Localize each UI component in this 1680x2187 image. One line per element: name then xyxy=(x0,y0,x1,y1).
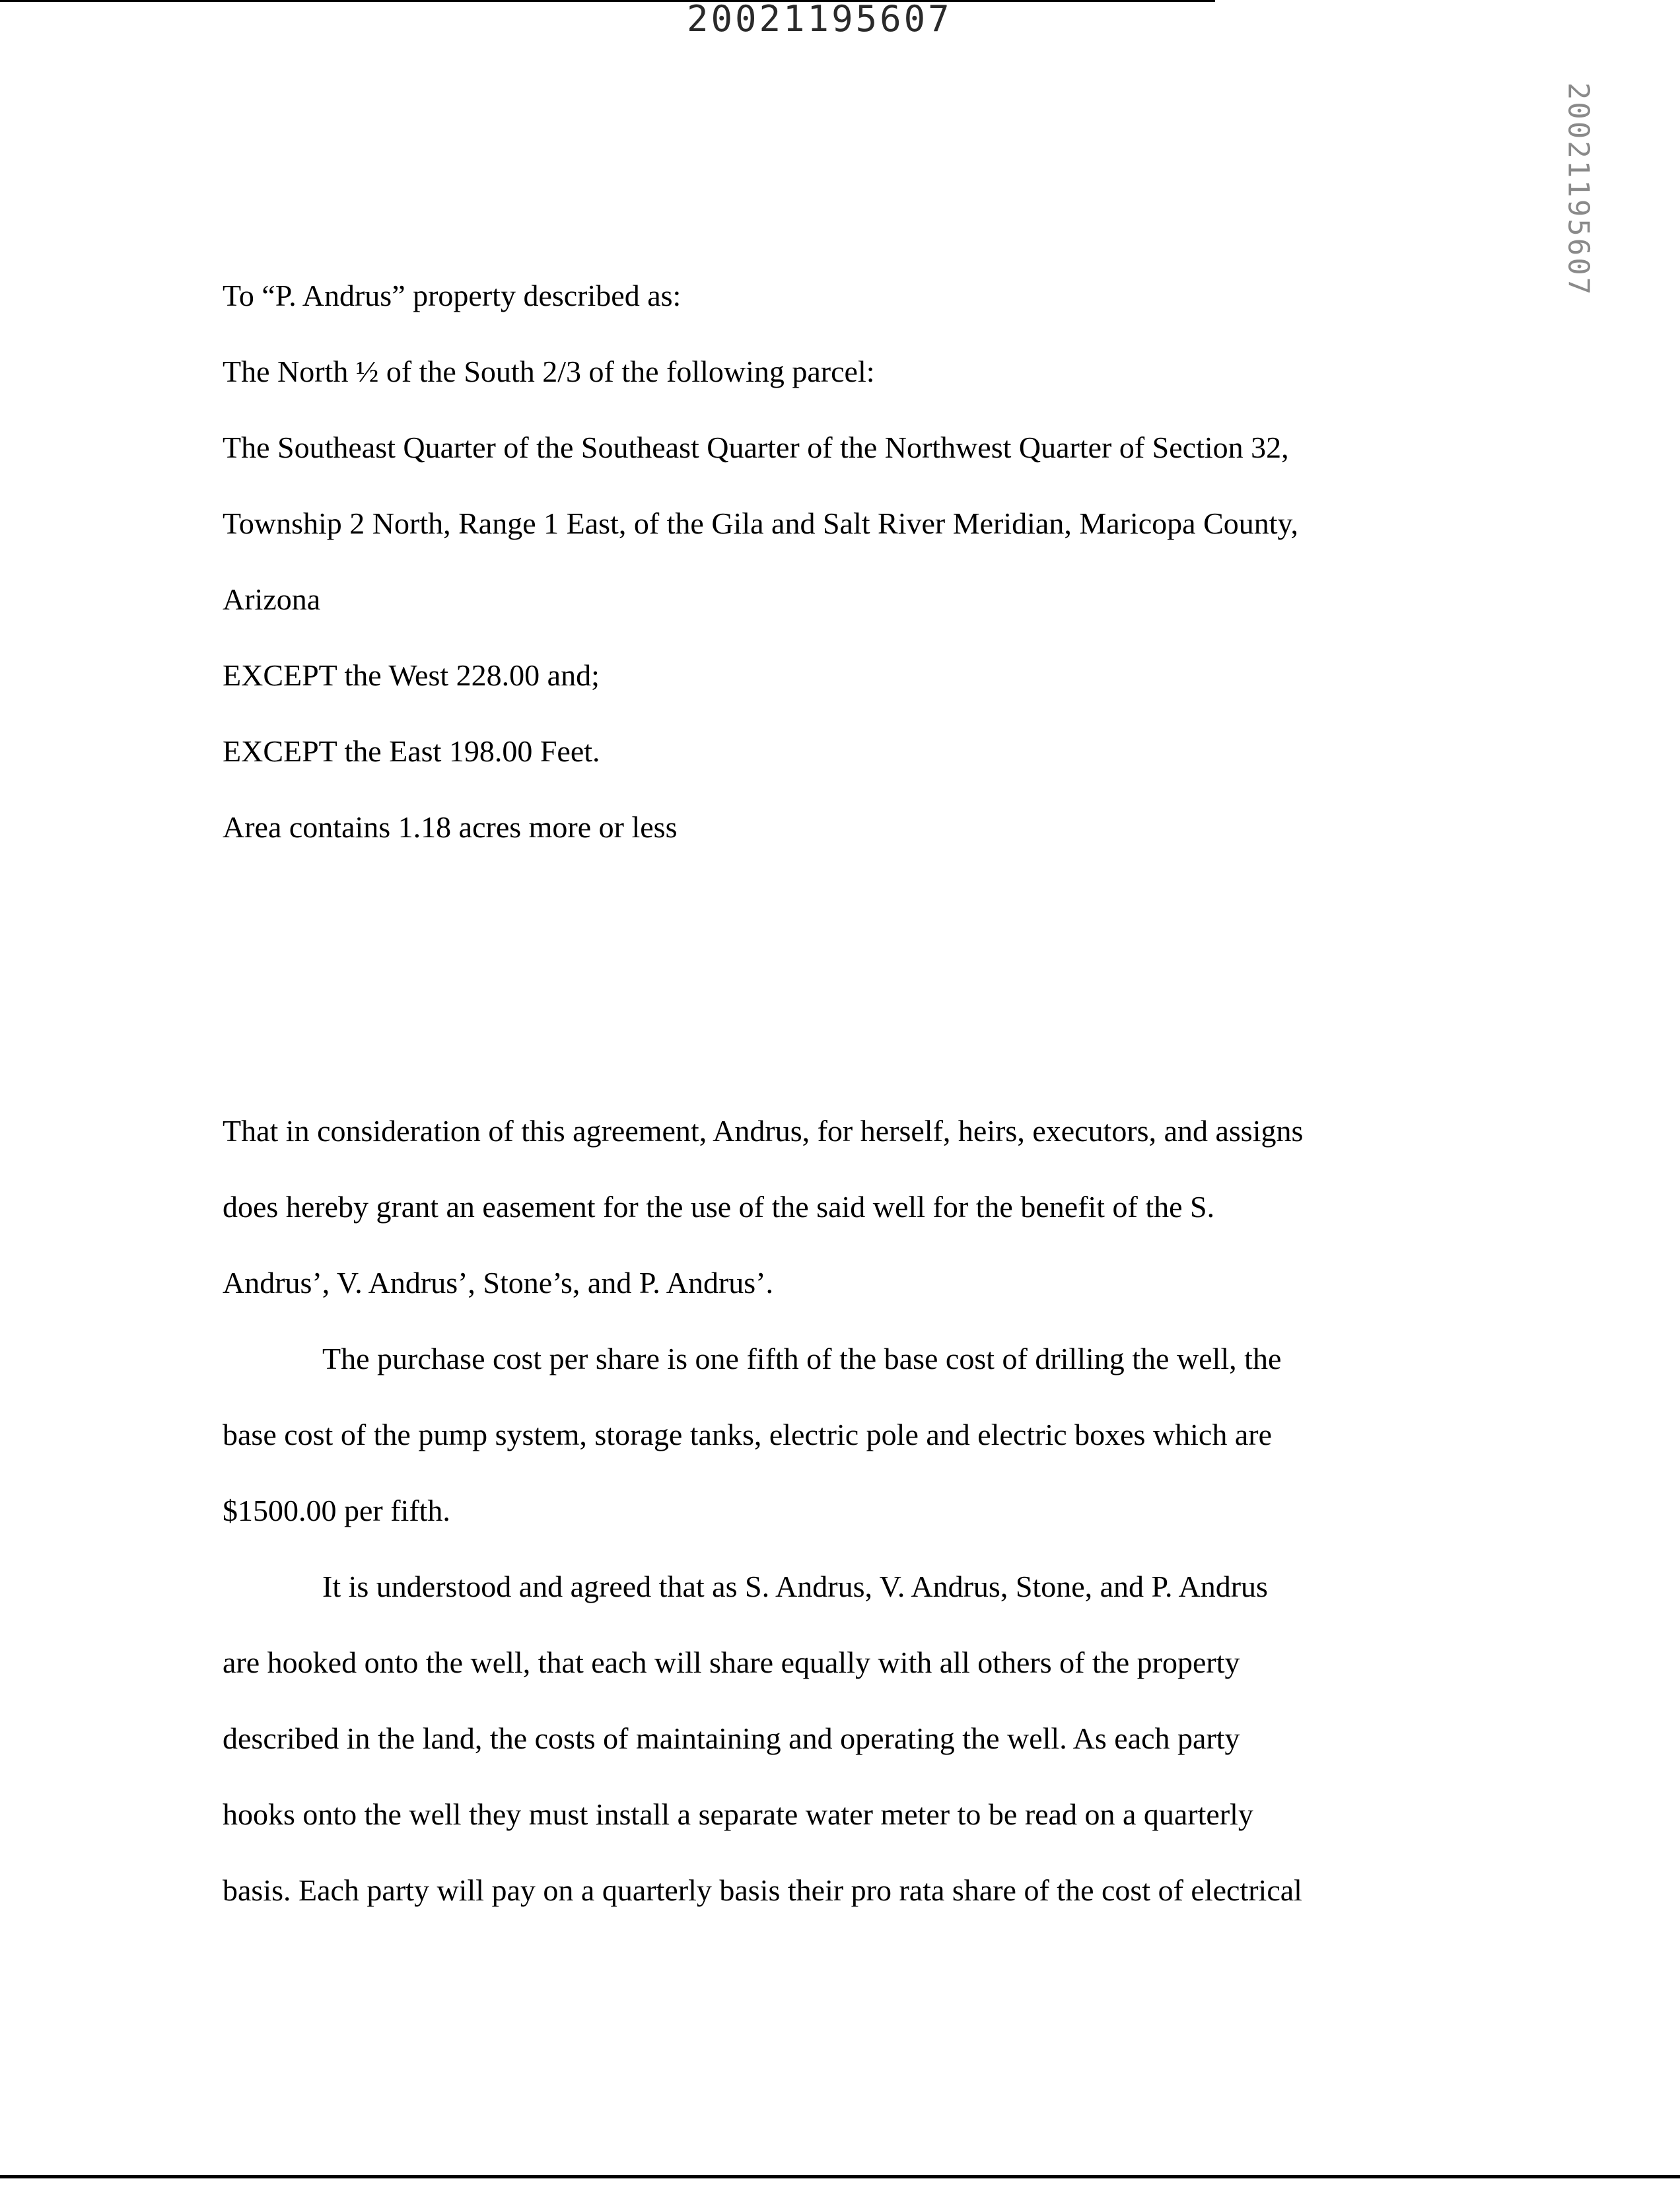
property-line-5: Arizona xyxy=(223,582,321,616)
property-line-7: EXCEPT the East 198.00 Feet. xyxy=(223,734,600,768)
property-line-4: Township 2 North, Range 1 East, of the Gila and Salt River Meridian, Maricopa County, xyxy=(223,506,1299,540)
paragraph-3-line-4: hooks onto the well they must install a separate water meter to be read on a quarterly xyxy=(223,1797,1253,1831)
paragraph-1-line-1: That in consideration of this agreement, Andrus, for herself, heirs, executors, and assigns xyxy=(223,1114,1304,1148)
paragraph-2-line-2: base cost of the pump system, storage tanks, electric pole and electric boxes which are xyxy=(223,1418,1272,1451)
paragraph-2-line-3: $1500.00 per fifth. xyxy=(223,1494,450,1527)
paragraph-3-line-3: described in the land, the costs of maintaining and operating the well. As each party xyxy=(223,1721,1240,1755)
property-line-3: The Southeast Quarter of the Southeast Quarter of the Northwest Quarter of Section 32, xyxy=(223,431,1289,464)
property-line-8: Area contains 1.18 acres more or less xyxy=(223,810,678,844)
side-stamp xyxy=(1558,82,1598,297)
paragraph-3-line-5: basis. Each party will pay on a quarterly basis their pro rata share of the cost of electrical xyxy=(223,1873,1302,1907)
paragraph-3-line-1: It is understood and agreed that as S. Andrus, V. Andrus, Stone, and P. Andrus xyxy=(322,1570,1268,1603)
property-line-1: To “P. Andrus” property described as: xyxy=(223,279,682,312)
top-rule xyxy=(0,0,1215,2)
property-line-2: The North ½ of the South 2/3 of the following parcel: xyxy=(223,355,875,388)
paragraph-1-line-2: does hereby grant an easement for the use of the said well for the benefit of the S. xyxy=(223,1190,1215,1224)
side-stamp-text: 20021195607 xyxy=(1561,82,1595,297)
paragraph-2-line-1: The purchase cost per share is one fifth of the base cost of drilling the well, the xyxy=(322,1342,1282,1375)
bottom-rule xyxy=(0,2175,1680,2178)
paragraph-1-line-3: Andrus’, V. Andrus’, Stone’s, and P. Andrus’. xyxy=(223,1266,774,1300)
property-line-6: EXCEPT the West 228.00 and; xyxy=(223,658,600,692)
document-number: 20021195607 xyxy=(687,0,952,40)
paragraph-3-line-2: are hooked onto the well, that each will share equally with all others of the property xyxy=(223,1646,1240,1679)
